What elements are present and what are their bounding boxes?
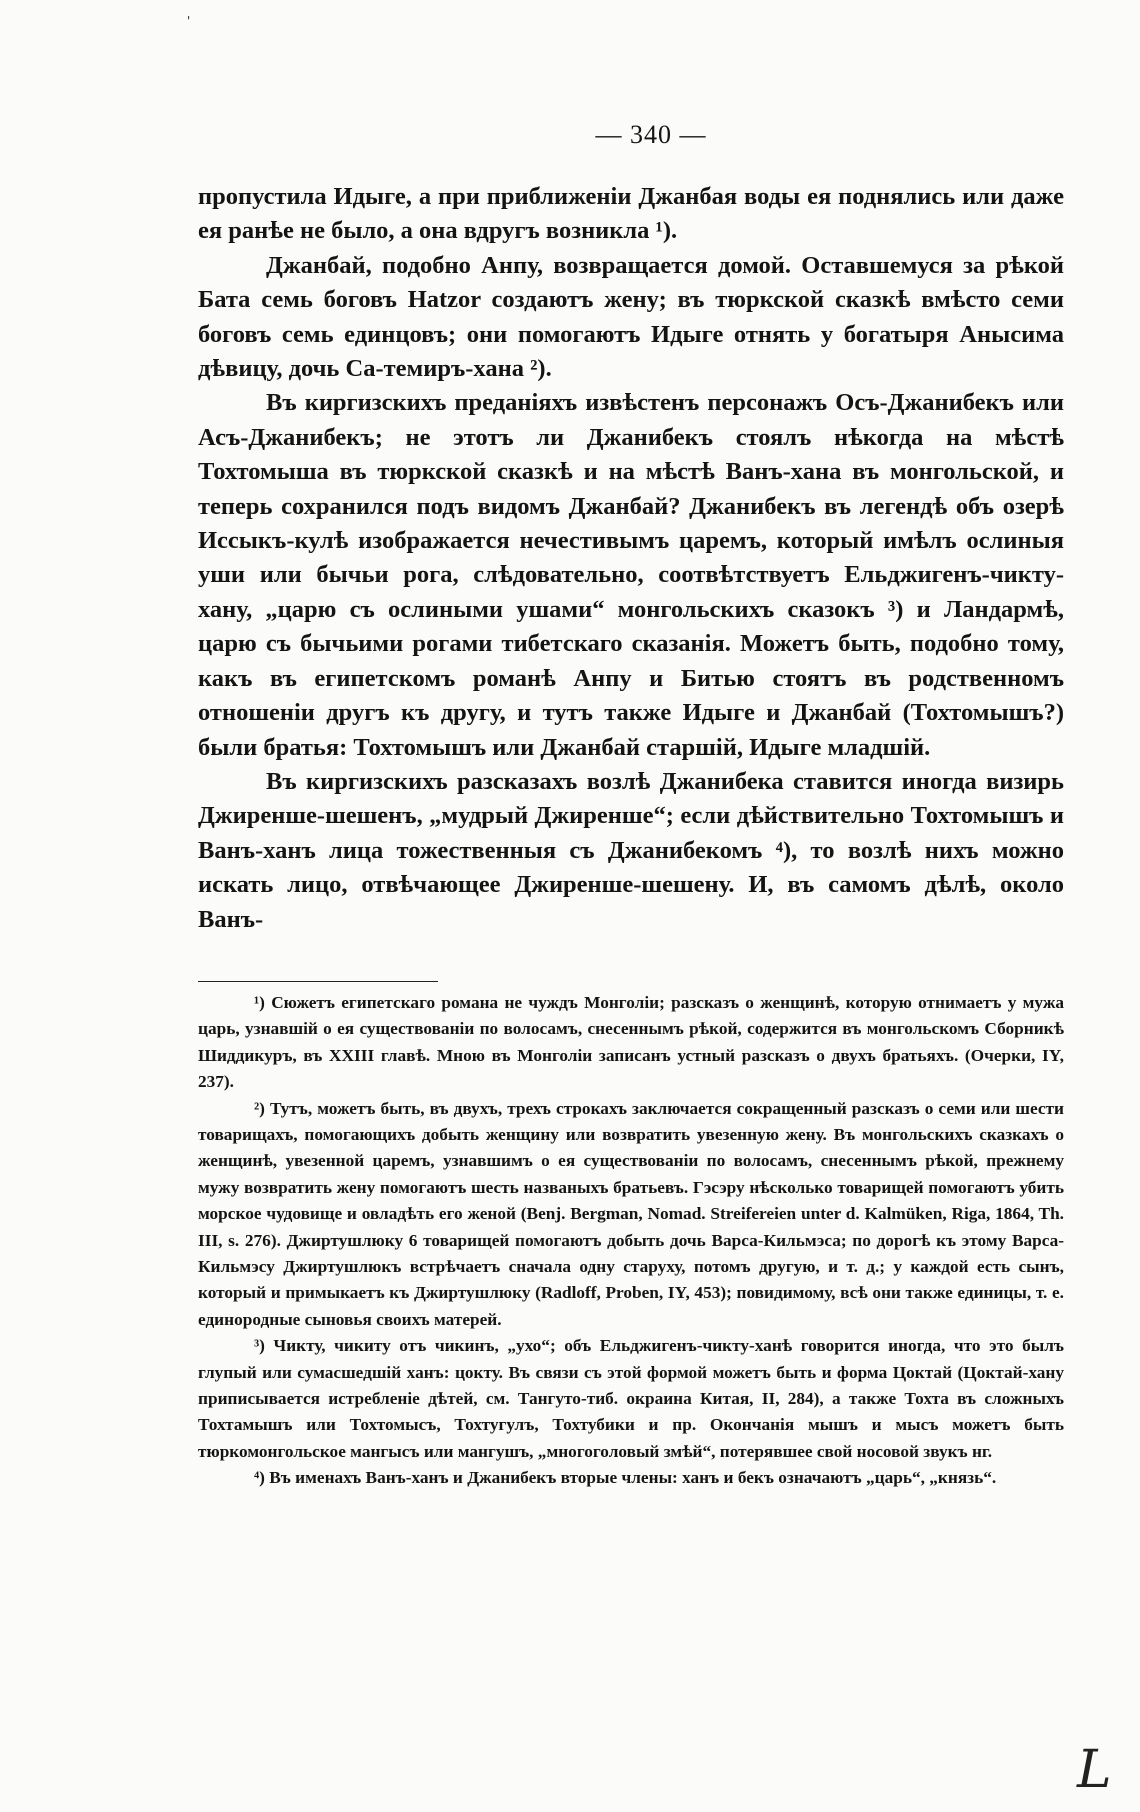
- footnote-3: ³) Чикту, чикиту отъ чикинъ, „ухо“; объ Ельджигенъ-чикту-ханѣ говорится иногда, что это былъ глупый или сумасшедшій ханъ: цокту. Въ связи съ этой формой можетъ быть и форма Цоктай (Цоктай-хану приписывается истребленіе дѣтей, см. Тангуто-тиб. окраина Китая, II, 284), а также Тохта въ сложныхъ Тохтамышъ или Тохтомысъ, Тохтугулъ, Тохтубики и пр. Окончанія мышъ и мысъ можетъ быть тюркомонгольское мангысъ или мангушъ, „многоголовый змѣй“, потерявшее свой носовой звукъ нг.: [198, 1336, 1064, 1461]
- paragraph-4: Въ киргизскихъ разсказахъ возлѣ Джанибека ставится иногда визирь Джиренше-шешенъ, „мудрый Джиренше“; если дѣйствительно Тохтомышъ и Ванъ-ханъ лица тожественныя съ Джанибекомъ ⁴), то возлѣ нихъ можно искать лицо, отвѣчающее Джиренше-шешену. И, въ самомъ дѣлѣ, около Ванъ-: [198, 767, 1064, 933]
- footnote-divider: [198, 981, 438, 982]
- footnotes: [198, 990, 1064, 1492]
- top-margin-mark: ': [187, 14, 191, 28]
- paragraph-3: Въ киргизскихъ преданіяхъ извѣстенъ персонажъ Осъ-Джанибекъ или Асъ-Джанибекъ; не этотъ ли Джанибекъ стоялъ нѣкогда на мѣстѣ Тохтомыша въ тюркской сказкѣ и на мѣстѣ Ванъ-хана въ монгольской, и теперь сохранился подъ видомъ Джанбай? Джанибекъ въ легендѣ объ озерѣ Иссыкъ-кулѣ изображается нечестивымъ царемъ, который имѣлъ ослиныя уши или бычьи рога, слѣдовательно, соотвѣтствуетъ Ельджигенъ-чикту-хану, „царю съ ослиными ушами“ монгольскихъ сказокъ ³) и Ландармѣ, царю съ бычьими рогами тибетскаго сказанія. Можетъ быть, подобно тому, какъ въ египетскомъ романѣ Анпу и Битью стоятъ въ родственномъ отношеніи другъ къ другу, и тутъ также Идыге и Джанбай (Тохтомышъ?) были братья: Тохтомышъ или Джанбай старшій, Идыге младшій.: [198, 389, 1064, 761]
- footnote-2: ²) Тутъ, можетъ быть, въ двухъ, трехъ строкахъ заключается сокращенный разсказъ о семи или шести товарищахъ, помогающихъ добыть женщину или возвратить увезенную жену. Въ монгольскихъ сказкахъ о женщинѣ, увезенной царемъ, узнавшимъ о ея существованіи по волосамъ, снесеннымъ рѣкой, прежнему мужу возвратить жену помогаютъ шесть названыхъ братьевъ. Гэсэру нѣсколько товарищей помогаютъ убить морское чудовище и овладѣть его женой (Benj. Bergman, Nomad. Streifereien unter d. Kalmüken, Riga, 1864, Th. III, s. 276). Джиртушлюку 6 товарищей помогаютъ добыть дочь Варса-Кильмэса; по дорогѣ къ этому Варса-Кильмэсу Джиртушлюкъ встрѣчаетъ сначала одну старуху, потомъ другую, и т. д.; у каждой есть сынъ, который и примыкаетъ къ Джиртушлюку (Radloff, Proben, IY, 453); повидимому, всѣ они также единицы, т. е. единородные сыновья своихъ матерей.: [198, 1098, 1064, 1329]
- page-number: — 340 —: [595, 120, 707, 149]
- paragraph-1: пропустила Идыге, а при приближеніи Джанбая воды ея поднялись или даже ея ранѣе не было, а она вдругъ возникла ¹).: [198, 183, 1064, 245]
- paragraph-2: Джанбай, подобно Анпу, возвращается домой. Оставшемуся за рѣкой Бата семь боговъ Hatzor создаютъ жену; въ тюркской сказкѣ вмѣсто семи боговъ семь единцовъ; они помогаютъ Идыге отнять у богатыря Анысима дѣвицу, дочь Са-темиръ-хана ²).: [198, 251, 1064, 383]
- document-page: [198, 120, 1064, 1492]
- footnote-1: ¹) Сюжетъ египетскаго романа не чуждъ Монголіи; разсказъ о женщинѣ, которую отнимаетъ у мужа царь, узнавшій о ея существованіи по волосамъ, снесеннымъ рѣкой, содержится въ монгольскомъ Сборникѣ Шиддикуръ, въ XXIII главѣ. Мною въ Монголіи записанъ устный разсказъ о двухъ братьяхъ. (Очерки, IY, 237).: [198, 992, 1064, 1092]
- bottom-margin-mark: L: [1077, 1740, 1112, 1800]
- footnote-4: ⁴) Въ именахъ Ванъ-ханъ и Джанибекъ вторые члены: ханъ и бекъ означаютъ „царь“, „князь“.: [254, 1468, 997, 1488]
- body-text: [198, 180, 1064, 937]
